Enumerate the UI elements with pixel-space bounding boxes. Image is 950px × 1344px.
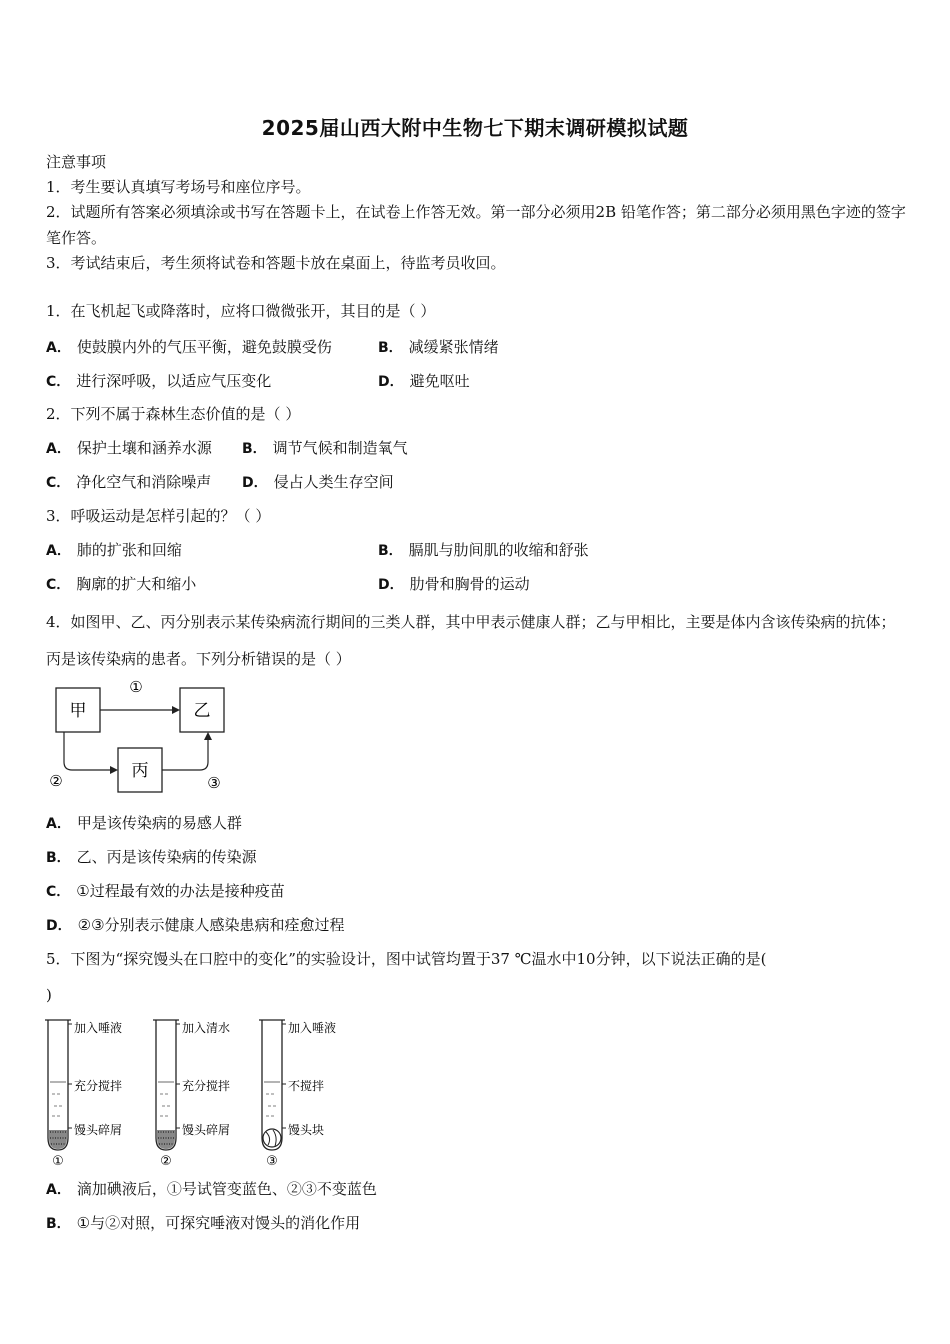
- option-a[interactable]: [46, 1178, 377, 1199]
- option-text: 胸廓的扩大和缩小: [76, 575, 197, 593]
- option-a[interactable]: [46, 437, 212, 458]
- tube-2-content-label: 馒头碎屑: [182, 1123, 231, 1137]
- option-text: 肺的扩张和回缩: [76, 541, 182, 559]
- test-tube-1: [45, 1020, 122, 1169]
- option-b[interactable]: [46, 1212, 360, 1233]
- option-label: B．: [46, 850, 71, 866]
- option-label: C．: [46, 577, 71, 593]
- tube-3-stir-label: 不搅拌: [288, 1079, 325, 1093]
- notice-item: 1．考生要认真填写考场号和座位序号。: [46, 178, 311, 196]
- option-text: 调节气候和制造氧气: [272, 439, 408, 457]
- option-c[interactable]: [46, 370, 271, 391]
- option-text: 进行深呼吸，以适应气压变化: [76, 372, 272, 390]
- tube-1-number: ①: [52, 1154, 64, 1169]
- option-d[interactable]: [378, 573, 530, 594]
- option-label: B．: [46, 1216, 71, 1232]
- arrow-2: [64, 732, 114, 770]
- crumbs-fill: [49, 1130, 67, 1149]
- option-label: A．: [46, 1182, 71, 1198]
- page-title: 2025届山西大附中生物七下期末调研模拟试题: [261, 116, 689, 140]
- option-text: 使鼓膜内外的气压平衡，避免鼓膜受伤: [76, 338, 332, 356]
- notice-item: 2．试题所有答案必须填涂或书写在答题卡上，在试卷上作答无效。第一部分必须用2B 铅笔作答；第二部分必须用黑色字迹的签字笔作答。: [46, 203, 906, 247]
- option-b[interactable]: [242, 437, 408, 458]
- option-label: C．: [46, 884, 71, 900]
- notice-item: 3．考试结束后，考生须将试卷和答题卡放在桌面上，待监考员收回。: [46, 254, 506, 272]
- box-yi-label: 乙: [193, 701, 211, 721]
- option-text: ①与②对照，可探究唾液对馒头的消化作用: [76, 1214, 361, 1232]
- option-label: D．: [242, 475, 268, 491]
- option-label: B．: [378, 543, 403, 559]
- arrowhead-3: [204, 732, 212, 740]
- option-label: C．: [46, 374, 71, 390]
- mark-1: ①: [129, 678, 143, 696]
- box-jia-label: 甲: [69, 701, 87, 721]
- option-d[interactable]: [242, 471, 394, 492]
- option-a[interactable]: [46, 336, 332, 357]
- option-b[interactable]: [378, 539, 589, 560]
- tube-3-add-label: 加入唾液: [288, 1021, 337, 1035]
- question-stem: 1．在飞机起飞或降落时，应将口微微张开，其目的是（ ）: [46, 302, 436, 320]
- option-label: B．: [242, 441, 267, 457]
- bread-lump: [263, 1129, 281, 1147]
- box-bing-label: 丙: [131, 761, 149, 781]
- test-tube-figure: [40, 1014, 360, 1170]
- option-text: 肋骨和胸骨的运动: [409, 575, 530, 593]
- option-b[interactable]: [378, 336, 499, 357]
- question-stem: 2．下列不属于森林生态价值的是（ ）: [46, 405, 301, 423]
- test-tube-2: [153, 1020, 230, 1169]
- option-label: D．: [378, 374, 404, 390]
- option-label: D．: [378, 577, 404, 593]
- option-text: 净化空气和消除噪声: [76, 473, 212, 491]
- question-stem: 3．呼吸运动是怎样引起的？（ ）: [46, 507, 271, 525]
- option-a[interactable]: [46, 812, 242, 833]
- notice-heading: 注意事项: [46, 153, 107, 171]
- option-label: D．: [46, 918, 72, 934]
- option-d[interactable]: [46, 914, 345, 935]
- option-label: A．: [46, 441, 71, 457]
- arrowhead-1: [172, 706, 180, 714]
- question-stem: 5．下图为“探究馒头在口腔中的变化”的实验设计，图中试管均置于37 ℃温水中10分钟，以下说法正确的是(: [46, 950, 767, 968]
- tube-2-add-label: 加入清水: [182, 1021, 231, 1035]
- population-flow-diagram: [44, 676, 244, 798]
- option-label: B．: [378, 340, 403, 356]
- option-c[interactable]: [46, 573, 196, 594]
- tube-2-stir-label: 充分搅拌: [182, 1079, 231, 1093]
- option-d[interactable]: [378, 370, 470, 391]
- option-c[interactable]: [46, 880, 285, 901]
- crumbs-fill: [157, 1130, 175, 1149]
- option-text: 保护土壤和涵养水源: [76, 439, 212, 457]
- tube-1-add-label: 加入唾液: [74, 1021, 123, 1035]
- option-text: 乙、丙是该传染病的传染源: [76, 848, 257, 866]
- arrowhead-2: [110, 766, 118, 774]
- option-text: 甲是该传染病的易感人群: [76, 814, 242, 832]
- option-text: 侵占人类生存空间: [273, 473, 394, 491]
- option-label: A．: [46, 816, 71, 832]
- option-text: 减缓紧张情绪: [408, 338, 499, 356]
- option-c[interactable]: [46, 471, 211, 492]
- mark-2: ②: [49, 772, 63, 790]
- option-label: C．: [46, 475, 71, 491]
- option-text: 膈肌与肋间肌的收缩和舒张: [408, 541, 589, 559]
- tube-3-content-label: 馒头块: [288, 1123, 325, 1137]
- tube-3-number: ③: [266, 1154, 278, 1169]
- option-text: ②③分别表示健康人感染患病和痊愈过程: [77, 916, 345, 934]
- option-label: A．: [46, 543, 71, 559]
- question-stem-cont: ): [46, 986, 52, 1004]
- mark-3: ③: [207, 774, 221, 792]
- option-text: 滴加碘液后，①号试管变蓝色、②③不变蓝色: [76, 1180, 377, 1198]
- tube-1-content-label: 馒头碎屑: [74, 1123, 123, 1137]
- option-b[interactable]: [46, 846, 257, 867]
- tube-2-number: ②: [160, 1154, 172, 1169]
- option-a[interactable]: [46, 539, 182, 560]
- tube-1-stir-label: 充分搅拌: [74, 1079, 123, 1093]
- question-stem: 4．如图甲、乙、丙分别表示某传染病流行期间的三类人群，其中甲表示健康人群；乙与甲相比，主要是体内含该传染病的抗体；丙是该传染病的患者。下列分析错误的是（ ）: [46, 613, 896, 668]
- test-tube-3: [259, 1020, 336, 1169]
- option-text: ①过程最有效的办法是接种疫苗: [76, 882, 285, 900]
- option-label: A．: [46, 340, 71, 356]
- arrow-3: [162, 736, 208, 770]
- option-text: 避免呕吐: [409, 372, 470, 390]
